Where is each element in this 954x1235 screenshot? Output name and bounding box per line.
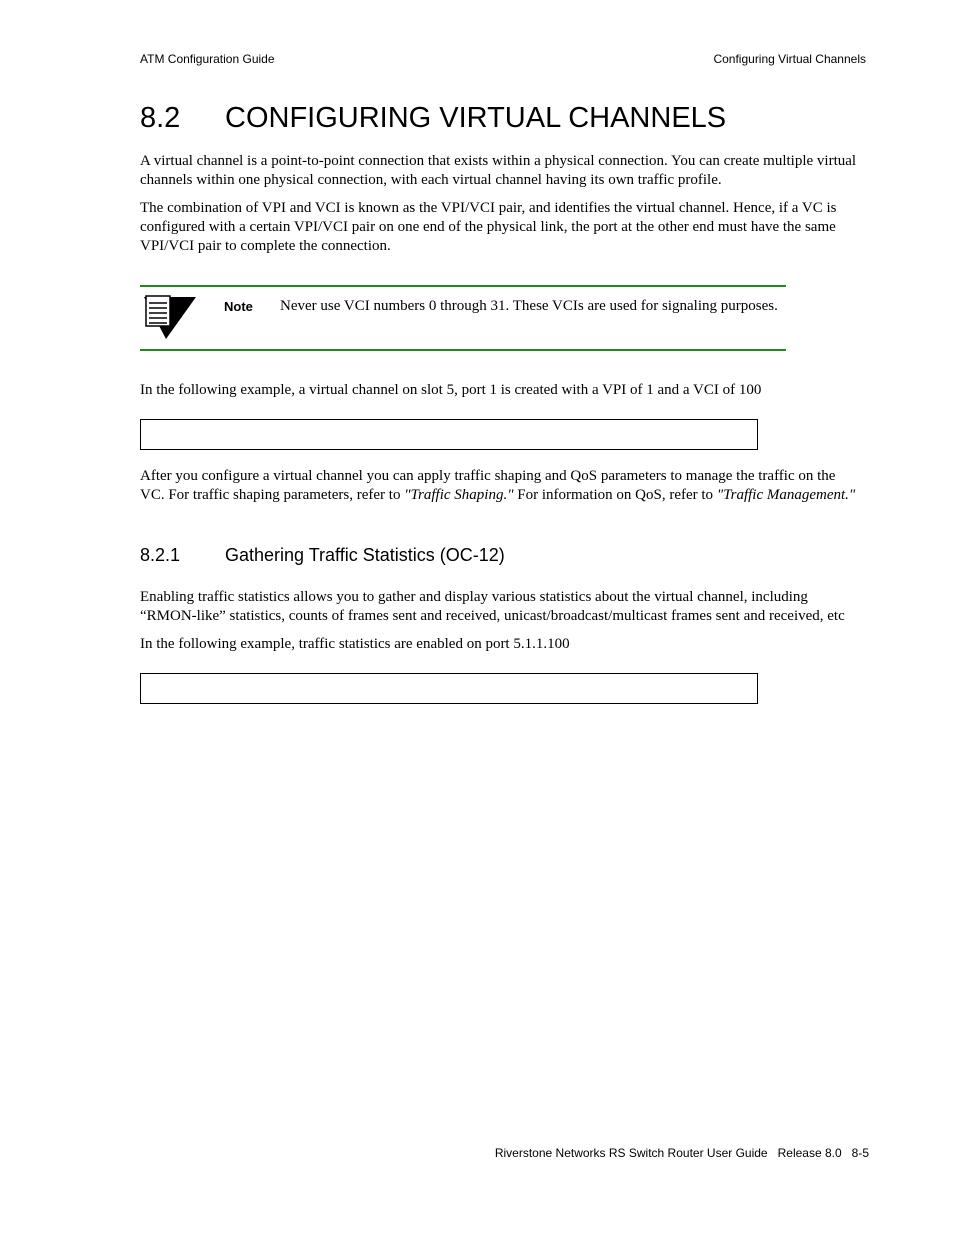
- note-label: Note: [224, 299, 253, 314]
- paragraph-traffic-shaping: [140, 467, 872, 505]
- cross-reference-traffic-management[interactable]: "Traffic Management.": [716, 487, 856, 503]
- subsection-number: 8.2.1: [140, 545, 181, 565]
- paragraph-traffic-statistics: [140, 588, 872, 626]
- note-icon: [142, 295, 196, 341]
- paragraph-vpi-vci-pair: The combination of VPI and VCI is known as the VPI/VCI pair, and identifies the virtual channel. Hence, if a VC is configured with a certain VPI/VCI pair on one end of the physical link, the port at the other end must have the same VPI/VCI pair to complete the connection.: [140, 200, 837, 254]
- running-header-left: ATM Configuration Guide: [140, 52, 275, 66]
- running-header-right: Configuring Virtual Channels: [713, 52, 866, 66]
- code-example-box: [140, 673, 758, 704]
- note-callout: [140, 285, 786, 351]
- code-example-box: [140, 419, 758, 450]
- paragraph-line: “RMON-like” statistics, counts of frames sent and received, unicast/broadcast/multicast frames sent and received, etc: [140, 608, 845, 624]
- subsection-heading: [140, 545, 505, 566]
- section-number: 8.2: [140, 102, 181, 134]
- paragraph-example-stats: In the following example, traffic statistics are enabled on port 5.1.1.100: [140, 636, 570, 652]
- paragraph-line: [140, 486, 872, 505]
- note-text: Never use VCI numbers 0 through 31. These VCIs are used for signaling purposes.: [280, 298, 778, 314]
- paragraph-example-vc: In the following example, a virtual channel on slot 5, port 1 is created with a VPI of 1 and a VCI of 100: [140, 382, 762, 398]
- paragraph-line: After you configure a virtual channel you can apply traffic shaping and QoS parameters to manage the traffic on the: [140, 468, 836, 484]
- text-run: For information on QoS, refer to: [513, 487, 717, 503]
- page-footer: Riverstone Networks RS Switch Router User Guide Release 8.0 8-5: [494, 1146, 869, 1160]
- subsection-title: Gathering Traffic Statistics (OC-12): [225, 545, 505, 565]
- section-heading: [140, 102, 726, 135]
- paragraph-line: Enabling traffic statistics allows you to gather and display various statistics about the virtual channel, including: [140, 589, 808, 605]
- section-title: CONFIGURING VIRTUAL CHANNELS: [225, 102, 727, 134]
- cross-reference-traffic-shaping[interactable]: "Traffic Shaping.": [404, 487, 514, 503]
- text-run: VC. For traffic shaping parameters, refer to: [140, 487, 405, 503]
- paragraph-virtual-channel-intro: A virtual channel is a point-to-point connection that exists within a physical connection. You can create multiple virtual channels within one physical connection, with each virtual channel having its own traffic profile.: [140, 153, 857, 188]
